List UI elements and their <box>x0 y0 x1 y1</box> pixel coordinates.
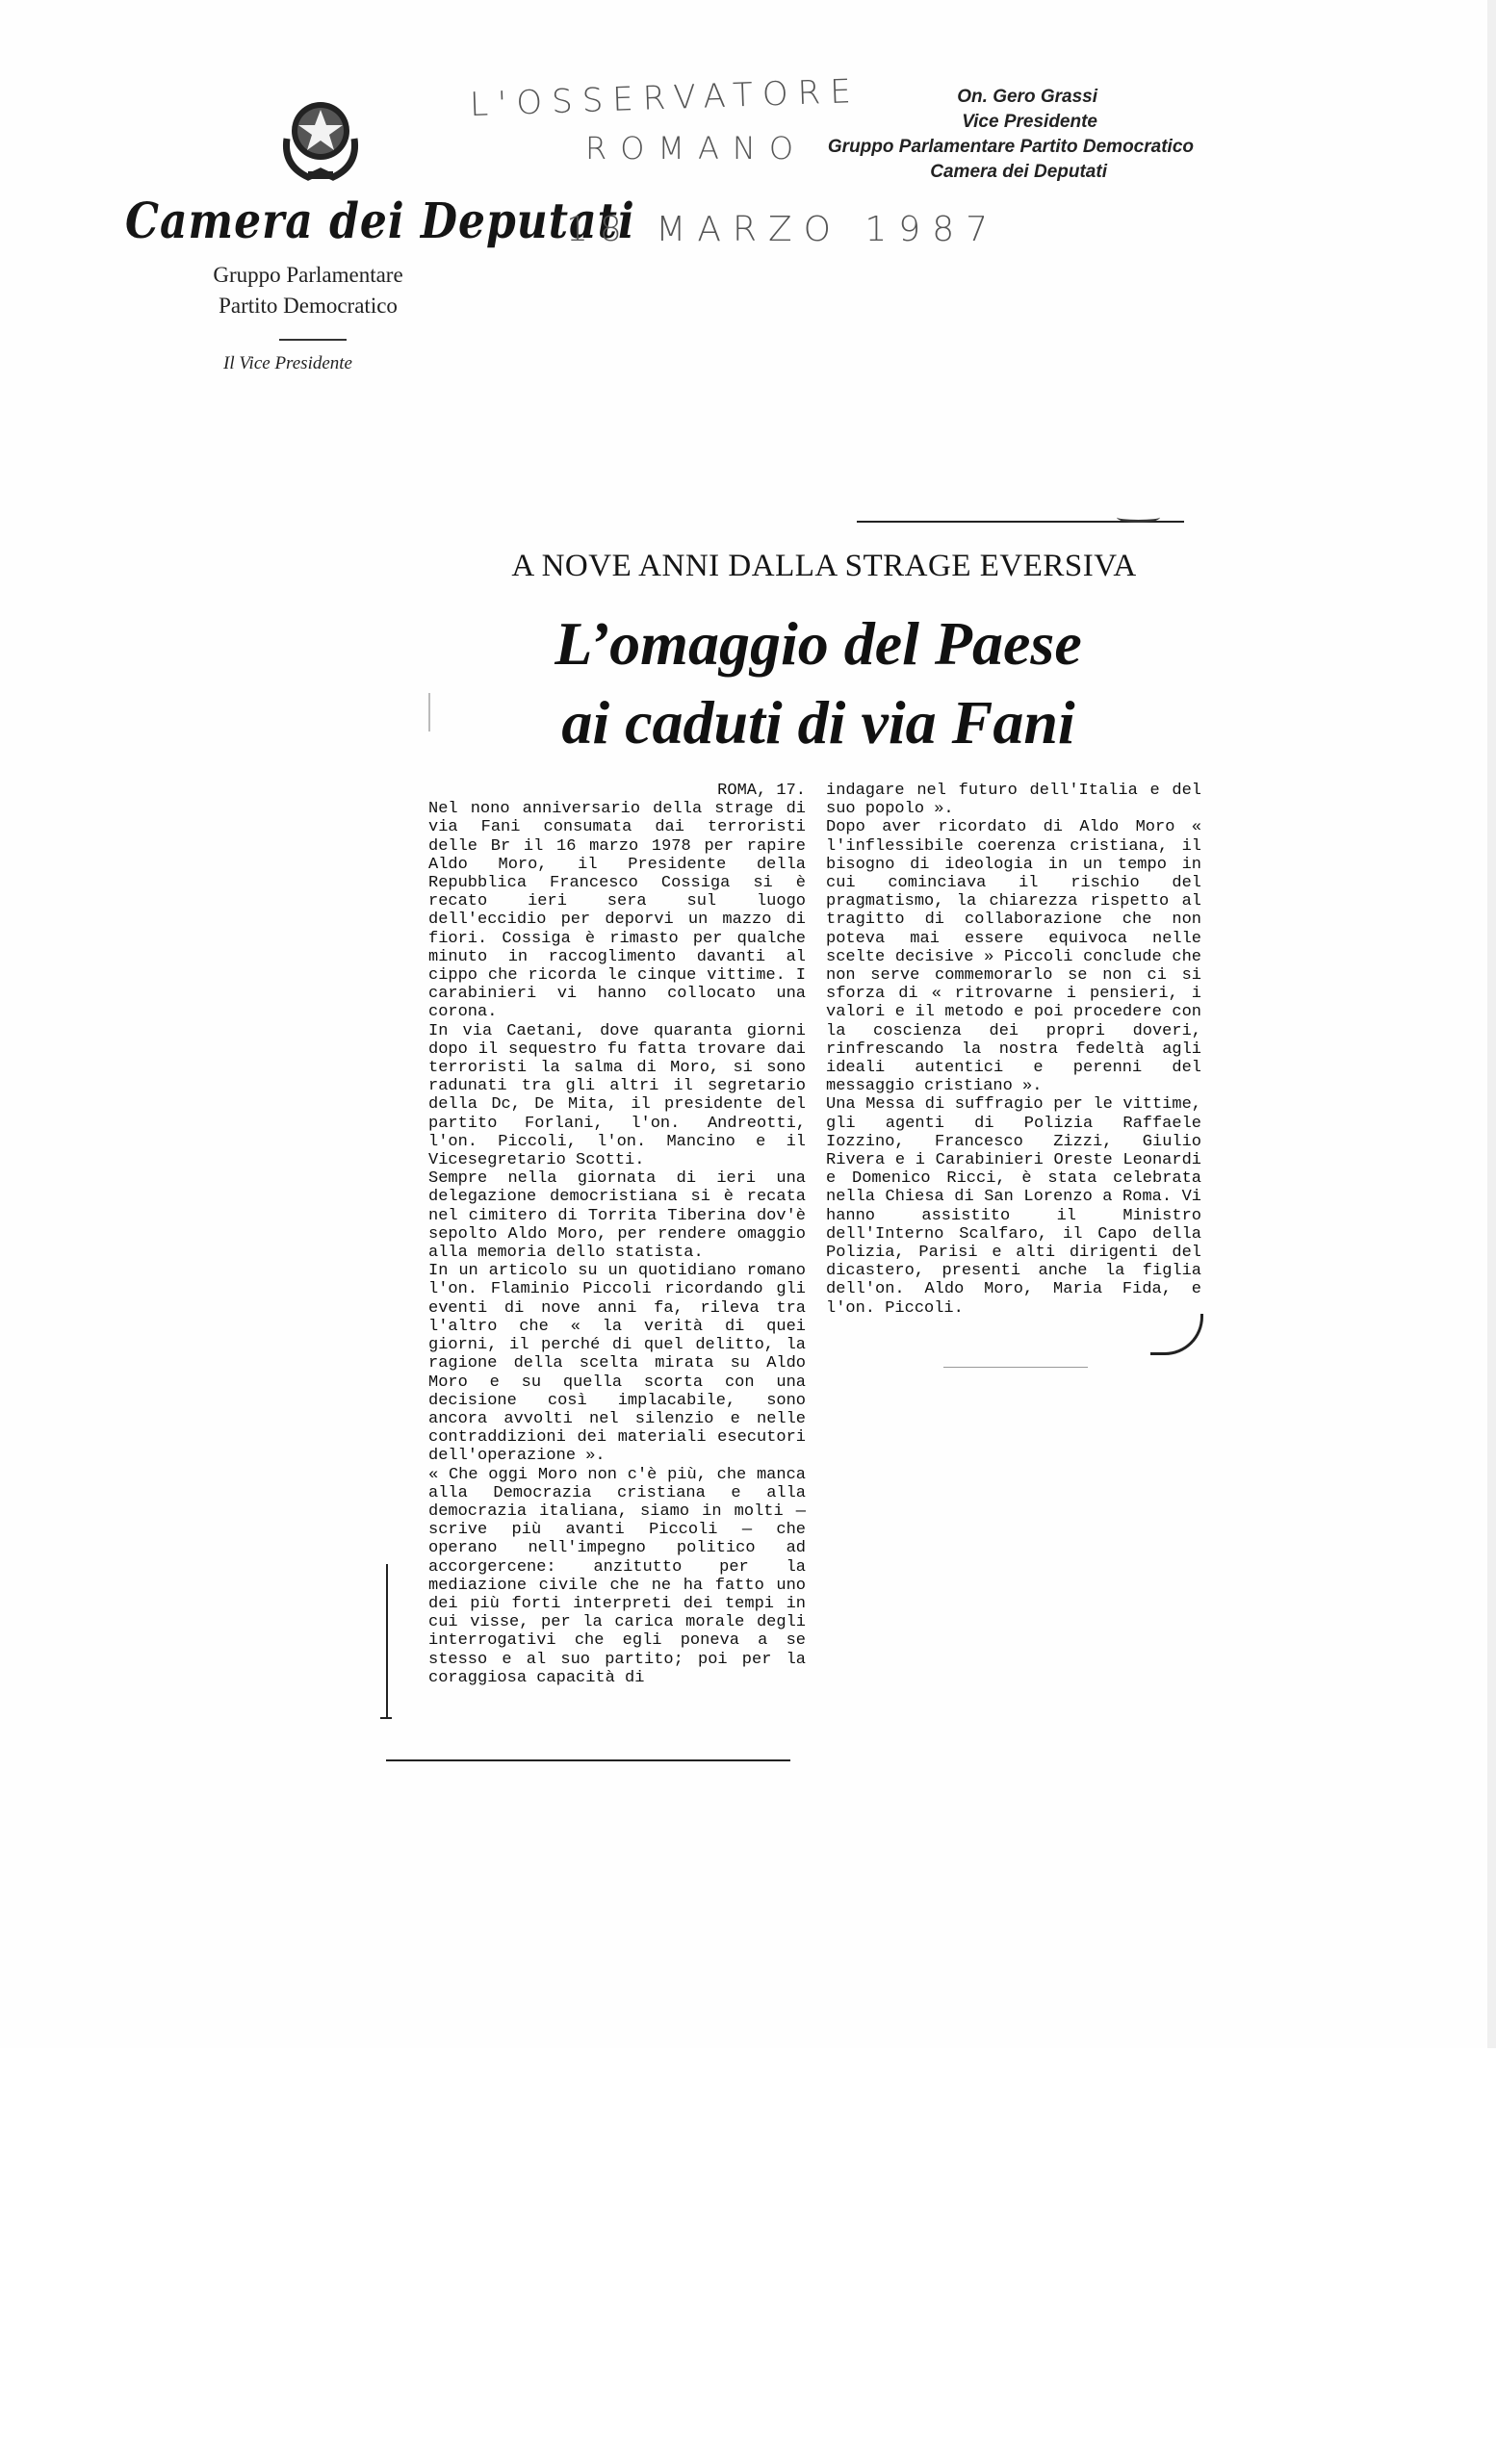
article-paragraph: In un articolo su un quotidiano romano l'on. Flaminio Piccoli ricordando gli eventi di nove anni fa, rileva tra l'altro che « la verità di quei giorni, il perché di quel delitto, la ragione della scelta mirata su Aldo Moro e su quella scorta con una decisione così implacabile, sono ancora avvolti nel silenzio e nelle contraddizioni dei materiali esecutori dell'operazione ». <box>428 1262 816 1466</box>
article-paragraph: Nel nono anniversario della strage di via Fani consumata dai terroristi delle Br il 16 marzo 1978 per rapire Aldo Moro, il Presidente della Repubblica Francesco Cossiga si è recato ieri sera sul luogo dell'eccidio per deporvi un mazzo di fiori. Cossiga è rimasto per qualche minuto in raccoglimento davanti al cippo che ricorda le cinque vittime. I carabinieri vi hanno collocato una corona. <box>428 800 816 1022</box>
stamp-role: Vice Presidente <box>962 112 1097 132</box>
stamp-name: On. Gero Grassi <box>957 87 1097 107</box>
article-paragraph: « Che oggi Moro non c'è più, che manca alla Democrazia cristiana e alla democrazia italiana, siamo in molti — scrive più avanti Piccoli — che operano nell'impegno politico ad accorgercene: anzitutto per la mediazione civile che ne ha fatto uno dei più forti interpreti dei tempi in cui visse, per la carica morale degli interrogativi che egli poneva a se stesso e al suo partito; poi per la coraggiosa capacità di <box>428 1465 816 1687</box>
article-paragraph: indagare nel futuro dell'Italia e del suo popolo ». <box>826 782 1212 819</box>
stamp-chamber: Camera dei Deputati <box>930 162 1107 182</box>
letterhead-group-line1: Gruppo Parlamentare <box>213 263 403 287</box>
letterhead-divider <box>279 339 347 341</box>
scan-edge <box>1487 0 1496 2048</box>
letterhead-group <box>173 260 443 321</box>
article-paragraph: In via Caetani, dove quaranta giorni dopo il sequestro fu fatta trovare dai terroristi la salma di Moro, si sono radunati tra gli altri il segretario della Dc, De Mita, il presidente del partito Forlani, l'on. Andreotti, l'on. Piccoli, l'on. Mancino e il Vicesegretario Scotti. <box>428 1021 816 1170</box>
article-paragraph: Sempre nella giornata di ieri una delegazione democristiana si è recata nel cimitero di Torrita Tiberina dov'è sepolto Aldo Moro, per rendere omaggio alla memoria dello statista. <box>428 1169 816 1263</box>
article-paragraph: Dopo aver ricordato di Aldo Moro « l'inflessibile coerenza cristiana, il bisogno di ideologia in un tempo in cui cominciava il rischio del pragmatismo, la chiarezza rispetto al tragitto di collaborazione che non poteva mai essere equivoca nelle scelte decisive » Piccoli conclude che non serve commemorarlo se non ci si sforza di « ritrovarne i pensieri, i valori e il metodo e poi procedere con la coscienza dei propri doveri, rinfrescando la nostra fedeltà agli ideali autentici e perenni del messaggio cristiano ». <box>826 818 1212 1096</box>
article-end-rule <box>943 1367 1088 1368</box>
handwritten-newspaper-name: L'OSSERVATORE <box>469 71 862 125</box>
article-column-right <box>826 782 1212 1318</box>
stamp-group: Gruppo Parlamentare Partito Democratico <box>827 137 1194 157</box>
office-stamp <box>789 85 1194 185</box>
headline-line1: L’omaggio del Paese <box>555 609 1082 678</box>
headline-line2: ai caduti di via Fani <box>561 688 1075 757</box>
article-end-mark <box>1150 1314 1203 1355</box>
letterhead-title: Camera dei Deputati <box>125 193 635 250</box>
article-headline <box>462 604 1174 762</box>
headline-margin-mark <box>428 693 430 732</box>
article-kicker: A NOVE ANNI DALLA STRAGE EVERSIVA <box>511 549 1137 583</box>
handwritten-date: 18 MARZO 1987 <box>566 210 1000 249</box>
handwritten-city: ROMANO <box>585 130 808 167</box>
article-bottom-rule <box>386 1759 790 1761</box>
letterhead-group-line2: Partito Democratico <box>219 294 398 318</box>
article-column-left <box>428 782 816 1687</box>
article-paragraph: Una Messa di suffragio per le vittime, gli agenti di Polizia Raffaele Iozzino, Francesco Zizzi, Giulio Rivera e i Carabinieri Oreste Leonardi e Domenico Ricci, è stata celebrata nella Chiesa di San Lorenzo a Roma. Vi hanno assistito il Ministro dell'Interno Scalfaro, il Capo della Polizia, Parisi e alti dirigenti del dicastero, presenti anche la figlia dell'on. Aldo Moro, Maria Fida, e l'on. Piccoli. <box>826 1095 1212 1318</box>
letterhead-role: Il Vice Presidente <box>223 353 352 373</box>
article-dateline: ROMA, 17. <box>717 782 806 800</box>
column-margin-mark <box>386 1564 388 1718</box>
article-top-mark <box>1117 512 1160 523</box>
italian-republic-emblem-icon <box>279 89 362 185</box>
column-margin-mark-foot <box>380 1717 392 1719</box>
